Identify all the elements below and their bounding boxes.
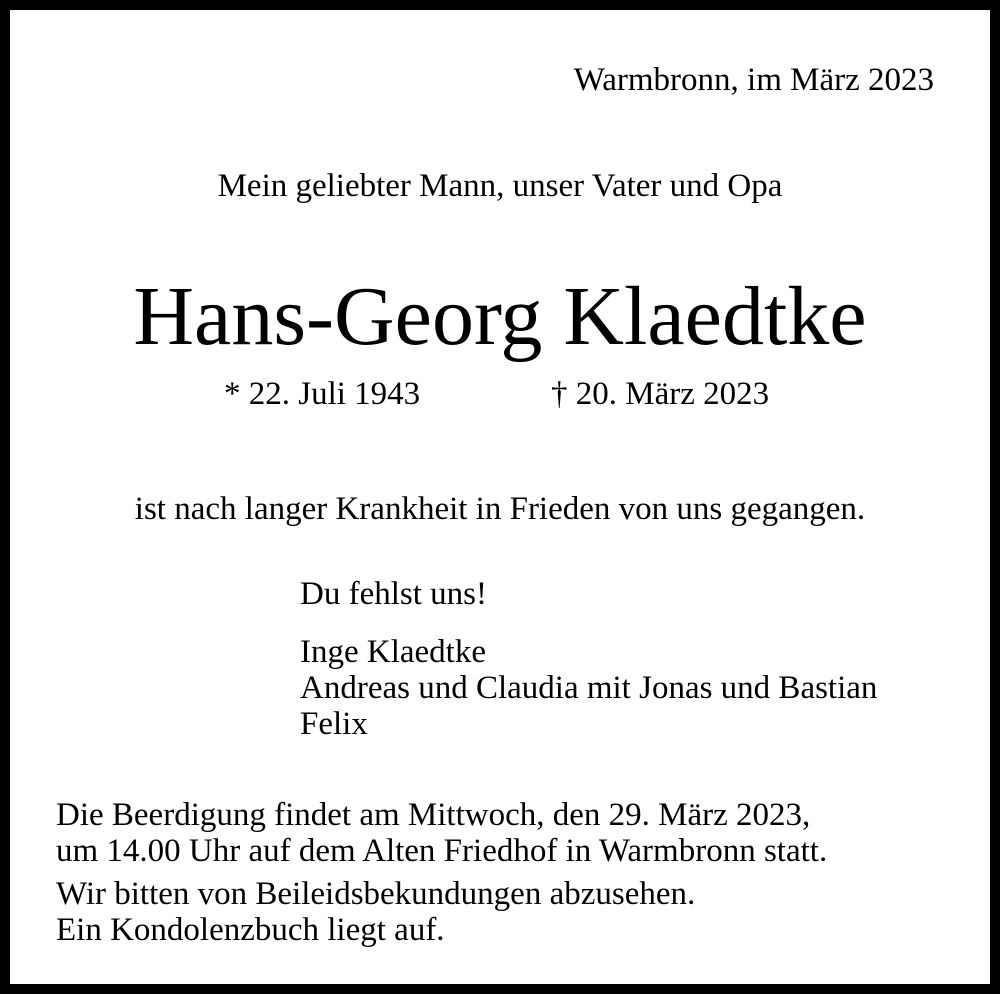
mourner-name: Andreas und Claudia mit Jonas und Bastian bbox=[300, 670, 878, 706]
mourner-name: Felix bbox=[300, 706, 368, 742]
intro-line: Mein geliebter Mann, unser Vater und Opa bbox=[217, 168, 783, 204]
closing-line: Wir bitten von Beileidsbekundungen abzusehen. bbox=[56, 876, 696, 912]
death-date: † 20. März 2023 bbox=[551, 376, 770, 412]
mourner-name: Inge Klaedtke bbox=[300, 634, 486, 670]
funeral-line: Die Beerdigung findet am Mittwoch, den 29. März 2023, bbox=[56, 797, 811, 833]
farewell-line: Du fehlst uns! bbox=[300, 576, 487, 612]
passing-message: ist nach langer Krankheit in Frieden von uns gegangen. bbox=[134, 491, 866, 527]
deceased-name: Hans-Georg Klaedtke bbox=[133, 270, 867, 363]
mourners-list bbox=[300, 634, 877, 742]
closing-line: Ein Kondolenzbuch liegt auf. bbox=[56, 912, 445, 948]
closing-notes bbox=[56, 876, 695, 948]
birth-date: * 22. Juli 1943 bbox=[224, 376, 421, 412]
funeral-line: um 14.00 Uhr auf dem Alten Friedhof in Warmbronn statt. bbox=[56, 833, 828, 869]
place-date: Warmbronn, im März 2023 bbox=[573, 62, 934, 98]
funeral-details bbox=[56, 797, 827, 869]
